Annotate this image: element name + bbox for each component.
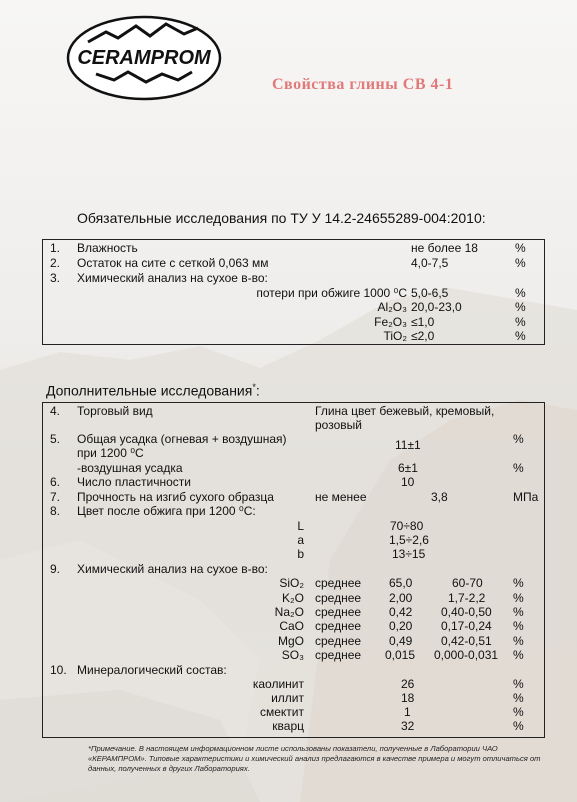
chem-name: Na₂O bbox=[274, 605, 304, 619]
chem-range: 0,17-0,24 bbox=[441, 619, 492, 633]
chem-range: 60-70 bbox=[452, 576, 483, 590]
chem-unit: % bbox=[513, 648, 524, 662]
chem-value: 20,0-23,0 bbox=[411, 300, 462, 314]
row-value: 10 bbox=[401, 475, 415, 489]
chem-value: 5,0-6,5 bbox=[411, 286, 449, 300]
chem-avg: 65,0 bbox=[389, 576, 413, 590]
row-num: 6. bbox=[50, 475, 61, 489]
chem-qual: среднее bbox=[315, 634, 362, 648]
row-num: 9. bbox=[50, 562, 61, 576]
color-value: 70÷80 bbox=[390, 519, 424, 533]
row-value: 3,8 bbox=[431, 490, 448, 504]
chem-range: 0,000-0,031 bbox=[434, 648, 499, 662]
chem-unit: % bbox=[515, 300, 526, 314]
chem-qual: среднее bbox=[315, 591, 362, 605]
mineral-value: 32 bbox=[401, 719, 415, 733]
mineral-name: каолинит bbox=[252, 677, 304, 691]
row-value: не более 18 bbox=[411, 241, 478, 255]
row-value: розовый bbox=[315, 418, 362, 432]
mandatory-heading: Обязательные исследования по ТУ У 14.2-24655289-004:2010: bbox=[77, 210, 486, 226]
chem-name: K₂O bbox=[282, 591, 304, 605]
mineral-value: 1 bbox=[404, 705, 411, 719]
mineral-value: 18 bbox=[401, 691, 415, 705]
footnote: *Примечание. В настоящем информационном листе использованы показатели, полученные в Лаборатории ЧАО «КЕРАМПРОМ». Типовые характеристики и химический анализ предлагаются в качестве примера и могут отличаться от данных, полученных в других Лабораториях. bbox=[88, 744, 541, 773]
chem-avg: 2,00 bbox=[389, 591, 413, 605]
chem-value: ≤2,0 bbox=[411, 329, 435, 343]
chem-unit: % bbox=[513, 634, 524, 648]
row-qual: не менее bbox=[315, 490, 367, 504]
row-name: Остаток на сите с сеткой 0,063 мм bbox=[77, 256, 269, 270]
mineral-name: смектит bbox=[259, 705, 304, 719]
row-unit: % bbox=[515, 256, 526, 270]
color-key: b bbox=[297, 547, 304, 561]
mineral-unit: % bbox=[513, 677, 524, 691]
chem-unit: % bbox=[513, 619, 524, 633]
row-name: Торговый вид bbox=[77, 404, 153, 418]
row-name: Минералогический состав: bbox=[77, 663, 227, 677]
chem-avg: 0,20 bbox=[389, 619, 413, 633]
row-num: 7. bbox=[50, 490, 61, 504]
color-value: 1,5÷2,6 bbox=[389, 533, 429, 547]
color-value: 13÷15 bbox=[392, 547, 426, 561]
row-value: 6±1 bbox=[398, 461, 418, 475]
chem-value: ≤1,0 bbox=[411, 315, 435, 329]
row-name: Цвет после обжига при 1200 ⁰С: bbox=[77, 504, 256, 518]
chem-unit: % bbox=[513, 576, 524, 590]
mineral-unit: % bbox=[513, 691, 524, 705]
logo-text: CERAMPROM bbox=[77, 47, 211, 69]
row-unit: % bbox=[513, 432, 524, 446]
chem-name: TiO₂ bbox=[383, 329, 407, 343]
additional-heading bbox=[46, 382, 260, 399]
chem-qual: среднее bbox=[315, 619, 362, 633]
chem-name: CaO bbox=[279, 619, 304, 633]
chem-unit: % bbox=[515, 329, 526, 343]
mineral-unit: % bbox=[513, 705, 524, 719]
chem-name: SiO₂ bbox=[279, 576, 304, 590]
row-name: Влажность bbox=[77, 241, 138, 255]
chem-name: MgO bbox=[277, 634, 304, 648]
mineral-unit: % bbox=[513, 719, 524, 733]
chem-unit: % bbox=[513, 591, 524, 605]
page-title: Свойства глины СВ 4-1 bbox=[272, 76, 454, 93]
chem-avg: 0,015 bbox=[385, 648, 416, 662]
mineral-name: иллит bbox=[271, 691, 304, 705]
chem-name: SO₃ bbox=[281, 648, 304, 662]
row-num: 10. bbox=[50, 663, 67, 677]
row-num: 2. bbox=[50, 256, 61, 270]
row-name: Число пластичности bbox=[77, 475, 191, 489]
mineral-value: 26 bbox=[401, 677, 415, 691]
chem-avg: 0,49 bbox=[389, 634, 413, 648]
chem-name: Al₂O₃ bbox=[377, 300, 407, 314]
chem-qual: среднее bbox=[315, 605, 362, 619]
chem-qual: среднее bbox=[315, 576, 362, 590]
chem-unit: % bbox=[515, 286, 526, 300]
row-name: Химический анализ на сухое в-во: bbox=[77, 271, 268, 285]
mineral-name: кварц bbox=[272, 719, 304, 733]
ceramprom-logo bbox=[66, 14, 222, 101]
row-num: 3. bbox=[50, 271, 61, 285]
row-unit: % bbox=[513, 461, 524, 475]
chem-avg: 0,42 bbox=[389, 605, 413, 619]
color-key: L bbox=[297, 519, 304, 533]
chem-range: 1,7-2,2 bbox=[448, 591, 486, 605]
footnote-mark: * bbox=[252, 382, 256, 392]
row-name: Химический анализ на сухое в-во: bbox=[77, 562, 268, 576]
chem-unit: % bbox=[513, 605, 524, 619]
row-unit: МПа bbox=[513, 490, 539, 504]
row-num: 8. bbox=[50, 504, 61, 518]
additional-heading-text: Дополнительные исследования bbox=[46, 382, 253, 399]
chem-qual: среднее bbox=[315, 648, 362, 662]
row-num: 5. bbox=[50, 432, 61, 446]
chem-range: 0,40-0,50 bbox=[441, 605, 492, 619]
row-value: 4,0-7,5 bbox=[411, 256, 449, 270]
row-name: при 1200 ⁰С bbox=[77, 446, 144, 460]
row-name: -воздушная усадка bbox=[77, 461, 183, 475]
chem-name: потери при обжиге 1000 ⁰С bbox=[256, 286, 407, 300]
color-key: a bbox=[297, 533, 304, 547]
row-num: 4. bbox=[50, 404, 61, 418]
row-name: Общая усадка (огневая + воздушная) bbox=[77, 432, 287, 446]
row-unit: % bbox=[515, 241, 526, 255]
heading-colon: : bbox=[255, 382, 260, 399]
row-num: 1. bbox=[50, 241, 61, 255]
chem-name: Fe₂O₃ bbox=[374, 315, 407, 329]
chem-unit: % bbox=[515, 315, 526, 329]
row-value: Глина цвет бежевый, кремовый, bbox=[315, 404, 495, 418]
chem-range: 0,42-0,51 bbox=[441, 634, 492, 648]
row-value: 11±1 bbox=[395, 438, 421, 452]
row-name: Прочность на изгиб сухого образца bbox=[77, 490, 274, 504]
